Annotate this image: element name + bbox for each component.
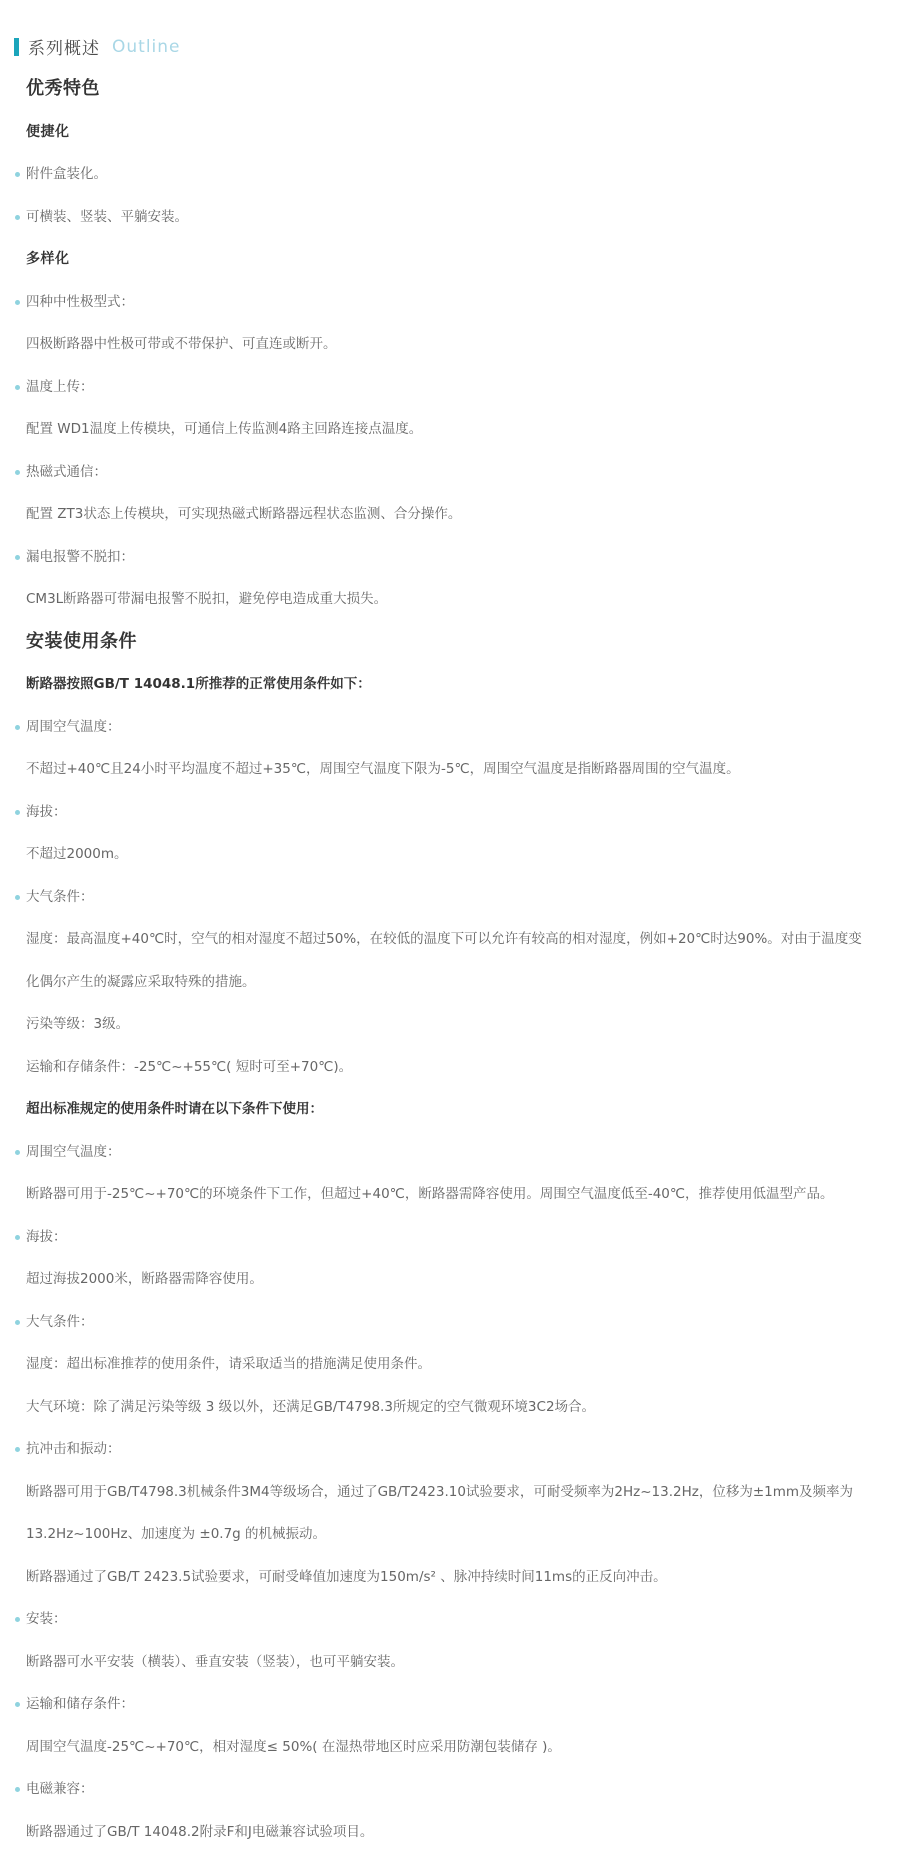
bullet-label: 海拔： [26,803,67,820]
bullet-item [0,281,900,324]
bullet-dot-icon [15,810,20,815]
bullet-dot-icon [15,725,20,730]
bullet-item [0,1683,900,1726]
detail-line: 不超过2000m。 [26,846,128,862]
bullet-item [0,153,900,196]
bullet-dot-icon [15,1235,20,1240]
detail-line: 运输和存储条件：-25℃~+55℃( 短时可至+70℃)。 [26,1058,353,1075]
bullet-dot-icon [15,1150,20,1155]
bullet-dot-icon [15,1320,20,1325]
section-heading: 优秀特色 [26,78,100,99]
bold-intro-line: 超出标准规定的使用条件时请在以下条件下使用： [26,1101,323,1117]
bullet-label: 安装： [26,1611,67,1627]
content-blocks [0,68,900,1853]
bullet-label: 漏电报警不脱扣： [26,548,134,565]
bullet-label: 热磁式通信： [26,463,107,480]
detail-line: 污染等级：3级。 [26,1016,130,1032]
detail-line: 周围空气温度-25℃~+70℃，相对湿度≤ 50%( 在湿热带地区时应采用防潮包装储存 )。 [26,1738,561,1755]
detail-line: 断路器通过了GB/T 2423.5试验要求，可耐受峰值加速度为150m/s² 、脉冲持续时间11ms的正反向冲击。 [26,1568,667,1585]
bullet-dot-icon [15,1617,20,1622]
bullet-dot-icon [15,470,20,475]
bullet-item [0,1301,900,1344]
bullet-label: 电磁兼容： [26,1781,94,1797]
bullet-item [0,791,900,834]
bullet-item [0,1131,900,1174]
sub-heading: 多样化 [26,251,70,267]
bullet-item [0,706,900,749]
bullet-label: 大气条件： [26,888,94,905]
detail-line: 断路器可用于-25℃~+70℃的环境条件下工作，但超过+40℃，断路器需降容使用。周围空气温度低至-40℃，推荐使用低温型产品。 [26,1186,834,1202]
detail-line: 大气环境：除了满足污染等级 3 级以外，还满足GB/T4798.3所规定的空气微观环境3C2场合。 [26,1398,596,1415]
sub-heading: 便捷化 [26,123,70,140]
bullet-item [0,1768,900,1811]
bullet-dot-icon [15,385,20,390]
detail-line: 超过海拔2000米，断路器需降容使用。 [26,1271,263,1287]
bullet-item [0,366,900,409]
bullet-dot-icon [15,1447,20,1452]
bullet-item [0,1216,900,1259]
bullet-item [0,196,900,239]
bullet-label: 周围空气温度： [26,1143,121,1160]
bullet-label: 抗冲击和振动： [26,1441,121,1457]
bullet-dot-icon [15,895,20,900]
bullet-label: 可横装、竖装、平躺安装。 [26,208,188,225]
bullet-dot-icon [15,555,20,560]
bullet-dot-icon [15,172,20,177]
detail-line: 四极断路器中性极可带或不带保护、可直连或断开。 [26,336,337,352]
bullet-label: 运输和储存条件： [26,1696,134,1712]
bullet-label: 温度上传： [26,378,94,395]
bullet-label: 周围空气温度： [26,718,121,735]
bold-intro-line: 断路器按照GB/T 14048.1所推荐的正常使用条件如下： [26,676,371,692]
detail-line: 断路器可用于GB/T4798.3机械条件3M4等级场合，通过了GB/T2423.10试验要求，可耐受频率为2Hz~13.2Hz，位移为±1mm及频率为13.2Hz~100Hz、加速度为 ±0.7g 的机械振动。 [26,1483,854,1542]
bullet-label: 海拔： [26,1228,67,1245]
detail-line: 配置 ZT3状态上传模块，可实现热磁式断路器远程状态监测、合分操作。 [26,506,462,522]
bullet-item [0,876,900,919]
detail-line: 湿度：最高温度+40℃时，空气的相对湿度不超过50%，在较低的温度下可以允许有较高的相对湿度，例如+20℃时达90%。对由于温度变化偶尔产生的凝露应采取特殊的措施。 [26,931,862,990]
detail-line: 配置 WD1温度上传模块，可通信上传监测4路主回路连接点温度。 [26,421,423,437]
bullet-item [0,451,900,494]
detail-line: CM3L断路器可带漏电报警不脱扣，避免停电造成重大损失。 [26,591,388,607]
bullet-item [0,536,900,579]
bullet-dot-icon [15,1787,20,1792]
section-heading: 安装使用条件 [26,630,137,652]
bullet-label: 大气条件： [26,1313,94,1330]
detail-line: 不超过+40℃且24小时平均温度不超过+35℃，周围空气温度下限为-5℃，周围空气温度是指断路器周围的空气温度。 [26,761,740,777]
detail-line: 湿度：超出标准推荐的使用条件，请采取适当的措施满足使用条件。 [26,1356,431,1372]
bullet-dot-icon [15,1702,20,1707]
bullet-dot-icon [15,300,20,305]
bullet-label: 四种中性极型式： [26,293,134,310]
section-header [0,25,900,68]
detail-line: 断路器通过了GB/T 14048.2附录F和J电磁兼容试验项目。 [26,1823,374,1840]
bullet-dot-icon [15,215,20,220]
bullet-item [0,1428,900,1471]
detail-line: 断路器可水平安装（横装）、垂直安装（竖装），也可平躺安装。 [26,1653,404,1670]
bullet-item [0,1598,900,1641]
bullet-label: 附件盒装化。 [26,166,107,182]
page-subtitle: Outline [112,36,181,57]
page-title: 系列概述 [28,39,100,59]
accent-bar-icon [14,38,19,56]
